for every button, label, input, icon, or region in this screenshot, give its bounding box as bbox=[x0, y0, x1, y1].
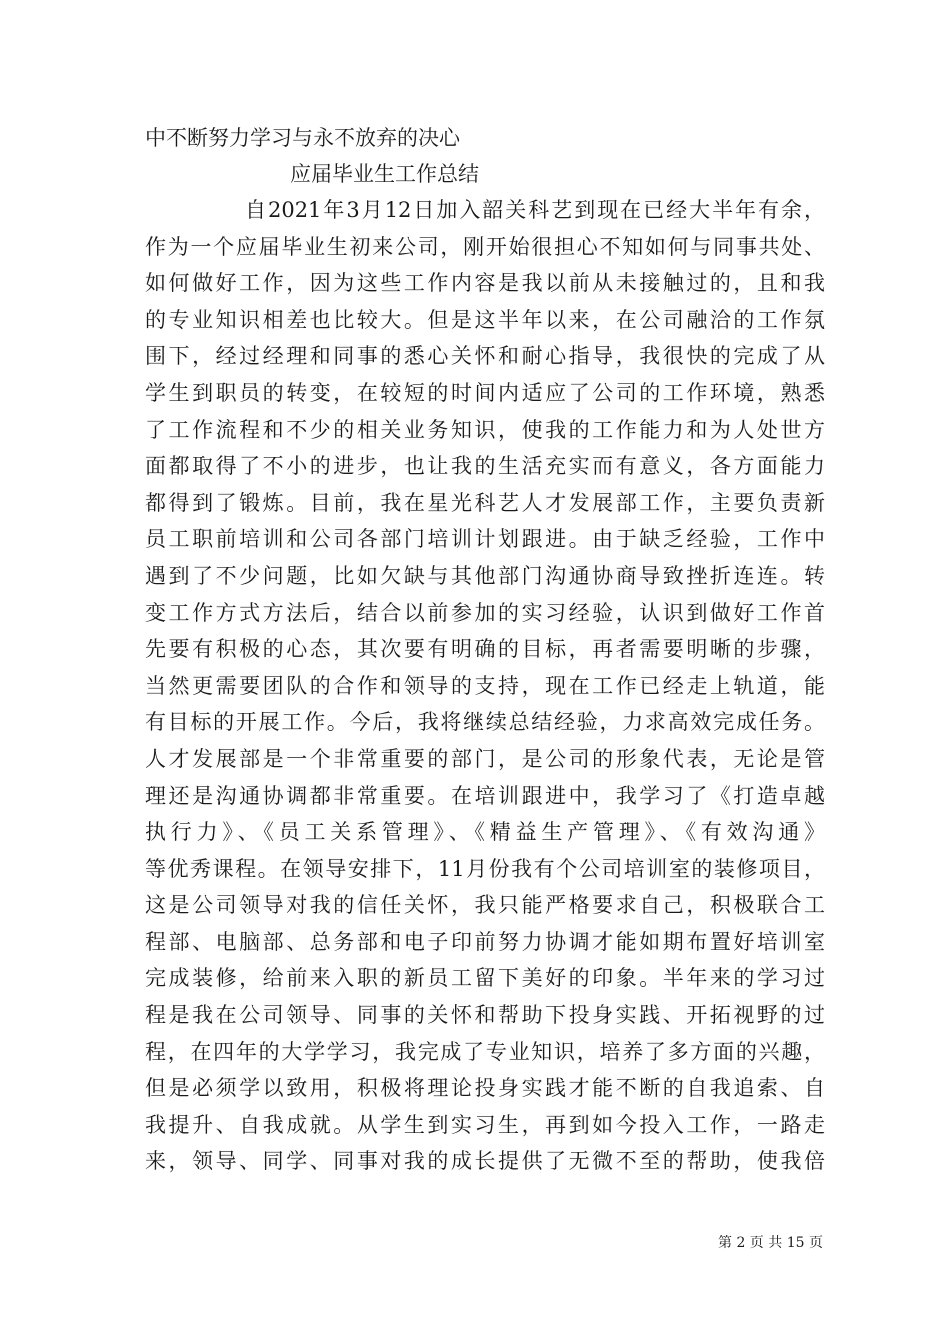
page-number-footer: 第 2 页 共 15 页 bbox=[718, 1235, 823, 1251]
body-line: 我提升、自我成就。从学生到实习生，再到如今投入工作，一路走 bbox=[145, 1112, 825, 1137]
body-line: 学生到职员的转变，在较短的时间内适应了公司的工作环境，熟悉 bbox=[145, 380, 825, 405]
body-line: 完成装修，给前来入职的新员工留下美好的印象。半年来的学习过 bbox=[145, 966, 825, 991]
body-line: 人才发展部是一个非常重要的部门，是公司的形象代表，无论是管 bbox=[145, 746, 825, 771]
body-line: 的专业知识相差也比较大。但是这半年以来，在公司融洽的工作氛 bbox=[145, 307, 825, 332]
body-line: 程部、电脑部、总务部和电子印前努力协调才能如期布置好培训室 bbox=[145, 929, 825, 954]
body-line: 这是公司领导对我的信任关怀，我只能严格要求自己，积极联合工 bbox=[145, 893, 825, 918]
document-body bbox=[145, 198, 825, 1186]
body-line: 执行力》、《员工关系管理》、《精益生产管理》、《有效沟通》 bbox=[145, 820, 825, 845]
body-line: 自2021年3月12日加入韶关科艺到现在已经大半年有余， bbox=[245, 198, 825, 222]
body-line: 都得到了锻炼。目前，我在星光科艺人才发展部工作，主要负责新 bbox=[145, 490, 825, 515]
body-line: 如何做好工作，因为这些工作内容是我以前从未接触过的，且和我 bbox=[145, 271, 825, 296]
body-line: 有目标的开展工作。今后，我将继续总结经验，力求高效完成任务。 bbox=[145, 710, 825, 735]
lead-line: 中不断努力学习与永不放弃的决心 bbox=[145, 126, 460, 150]
body-line: 理还是沟通协调都非常重要。在培训跟进中，我学习了《打造卓越 bbox=[145, 783, 825, 808]
body-line: 当然更需要团队的合作和领导的支持，现在工作已经走上轨道，能 bbox=[145, 673, 825, 698]
body-line: 变工作方式方法后，结合以前参加的实习经验，认识到做好工作首 bbox=[145, 600, 825, 625]
body-line: 先要有积极的心态，其次要有明确的目标，再者需要明晰的步骤， bbox=[145, 637, 825, 662]
body-line: 来，领导、同学、同事对我的成长提供了无微不至的帮助，使我倍 bbox=[145, 1149, 825, 1174]
document-title: 应届毕业生工作总结 bbox=[290, 162, 479, 186]
body-line: 遇到了不少问题，比如欠缺与其他部门沟通协商导致挫折连连。转 bbox=[145, 563, 825, 588]
body-line: 面都取得了不小的进步，也让我的生活充实而有意义，各方面能力 bbox=[145, 454, 825, 479]
body-line: 程是我在公司领导、同事的关怀和帮助下投身实践、开拓视野的过 bbox=[145, 1003, 825, 1028]
body-line: 员工职前培训和公司各部门培训计划跟进。由于缺乏经验，工作中 bbox=[145, 527, 825, 552]
body-line: 围下，经过经理和同事的悉心关怀和耐心指导，我很快的完成了从 bbox=[145, 344, 825, 369]
body-line: 了工作流程和不少的相关业务知识，使我的工作能力和为人处世方 bbox=[145, 417, 825, 442]
body-line: 等优秀课程。在领导安排下，11月份我有个公司培训室的装修项目， bbox=[145, 856, 825, 881]
body-line: 程，在四年的大学学习，我完成了专业知识，培养了多方面的兴趣， bbox=[145, 1039, 825, 1064]
body-line: 但是必须学以致用，积极将理论投身实践才能不断的自我追索、自 bbox=[145, 1076, 825, 1101]
body-line: 作为一个应届毕业生初来公司，刚开始很担心不知如何与同事共处、 bbox=[145, 234, 825, 259]
